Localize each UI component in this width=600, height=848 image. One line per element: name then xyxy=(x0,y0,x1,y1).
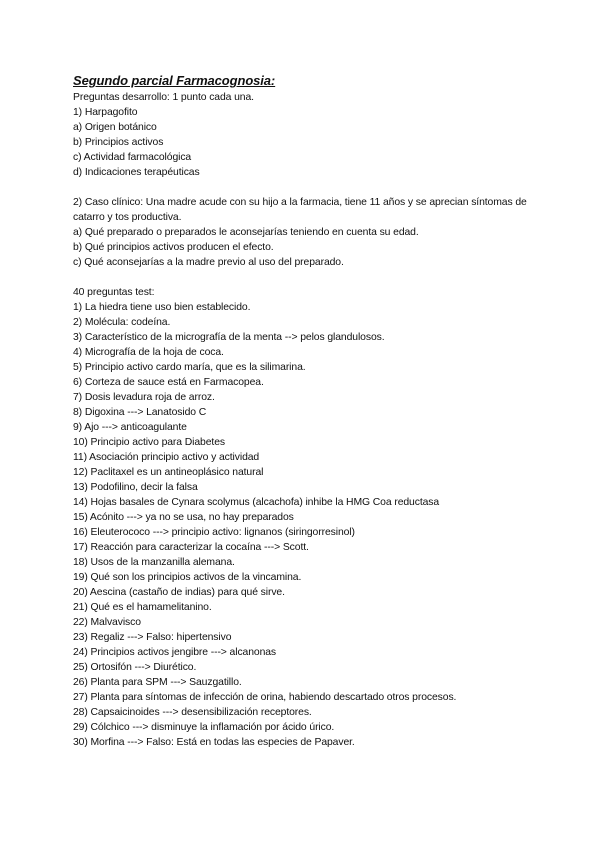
test-question-item: 15) Acónito ---> ya no se usa, no hay preparados xyxy=(73,512,294,523)
test-question-item: 9) Ajo ---> anticoagulante xyxy=(73,422,187,433)
test-question-item: 22) Malvavisco xyxy=(73,617,141,628)
question-1-item: c) Actividad farmacológica xyxy=(73,152,192,163)
test-question-item: 7) Dosis levadura roja de arroz. xyxy=(73,392,215,403)
question-1-item: a) Origen botánico xyxy=(73,122,157,133)
test-question-item: 26) Planta para SPM ---> Sauzgatillo. xyxy=(73,677,242,688)
test-question-item: 4) Micrografía de la hoja de coca. xyxy=(73,347,224,358)
test-question-item: 25) Ortosifón ---> Diurético. xyxy=(73,662,197,673)
test-question-item: 29) Cólchico ---> disminuye la inflamación por ácido úrico. xyxy=(73,722,335,733)
test-question-item: 12) Paclitaxel es un antineoplásico natural xyxy=(73,467,264,478)
spacer xyxy=(73,270,543,285)
test-question-item: 30) Morfina ---> Falso: Está en todas las especies de Papaver. xyxy=(73,737,355,748)
test-question-item: 2) Molécula: codeína. xyxy=(73,317,171,328)
question-1-item: b) Principios activos xyxy=(73,137,164,148)
test-question-item: 27) Planta para síntomas de infección de orina, habiendo descartado otros procesos. xyxy=(73,692,457,703)
test-question-item: 28) Capsaicinoides ---> desensibilización receptores. xyxy=(73,707,312,718)
test-question-item: 24) Principios activos jengibre ---> alcanonas xyxy=(73,647,277,658)
test-question-item: 21) Qué es el hamamelitanino. xyxy=(73,602,212,613)
spacer xyxy=(73,180,543,195)
question-1-heading: 1) Harpagofito xyxy=(73,107,138,118)
test-question-item: 23) Regaliz ---> Falso: hipertensivo xyxy=(73,632,232,643)
test-question-item: 17) Reacción para caracterizar la cocaína ---> Scott. xyxy=(73,542,309,553)
question-2-item: a) Qué preparado o preparados le aconsejarías teniendo en cuenta su edad. xyxy=(73,227,419,238)
test-question-item: 18) Usos de la manzanilla alemana. xyxy=(73,557,235,568)
test-question-item: 8) Digoxina ---> Lanatosido C xyxy=(73,407,207,418)
development-intro: Preguntas desarrollo: 1 punto cada una. xyxy=(73,92,254,103)
question-2-item: b) Qué principios activos producen el efecto. xyxy=(73,242,274,253)
test-question-item: 16) Eleuterococo ---> principio activo: lignanos (siringorresinol) xyxy=(73,527,355,538)
test-question-item: 13) Podofilino, decir la falsa xyxy=(73,482,198,493)
test-question-item: 14) Hojas basales de Cynara scolymus (alcachofa) inhibe la HMG Coa reductasa xyxy=(73,497,440,508)
question-2-item: c) Qué aconsejarías a la madre previo al uso del preparado. xyxy=(73,257,344,268)
document-content xyxy=(73,72,543,750)
test-question-item: 1) La hiedra tiene uso bien establecido. xyxy=(73,302,251,313)
test-question-item: 5) Principio activo cardo maría, que es la silimarina. xyxy=(73,362,306,373)
test-question-item: 11) Asociación principio activo y actividad xyxy=(73,452,260,463)
question-2-heading: 2) Caso clínico: Una madre acude con su hijo a la farmacia, tiene 11 años y se aprecian síntomas de catarro y tos productiva. xyxy=(73,197,527,223)
test-question-item: 3) Característico de la micrografía de la menta --> pelos glandulosos. xyxy=(73,332,385,343)
test-question-list xyxy=(73,300,543,750)
test-question-item: 19) Qué son los principios activos de la vincamina. xyxy=(73,572,302,583)
test-question-item: 20) Aescina (castaño de indias) para qué sirve. xyxy=(73,587,285,598)
test-intro: 40 preguntas test: xyxy=(73,287,155,298)
question-1-item: d) Indicaciones terapéuticas xyxy=(73,167,200,178)
test-question-item: 6) Corteza de sauce está en Farmacopea. xyxy=(73,377,264,388)
document-title: Segundo parcial Farmacognosia: xyxy=(73,73,276,88)
test-question-item: 10) Principio activo para Diabetes xyxy=(73,437,225,448)
